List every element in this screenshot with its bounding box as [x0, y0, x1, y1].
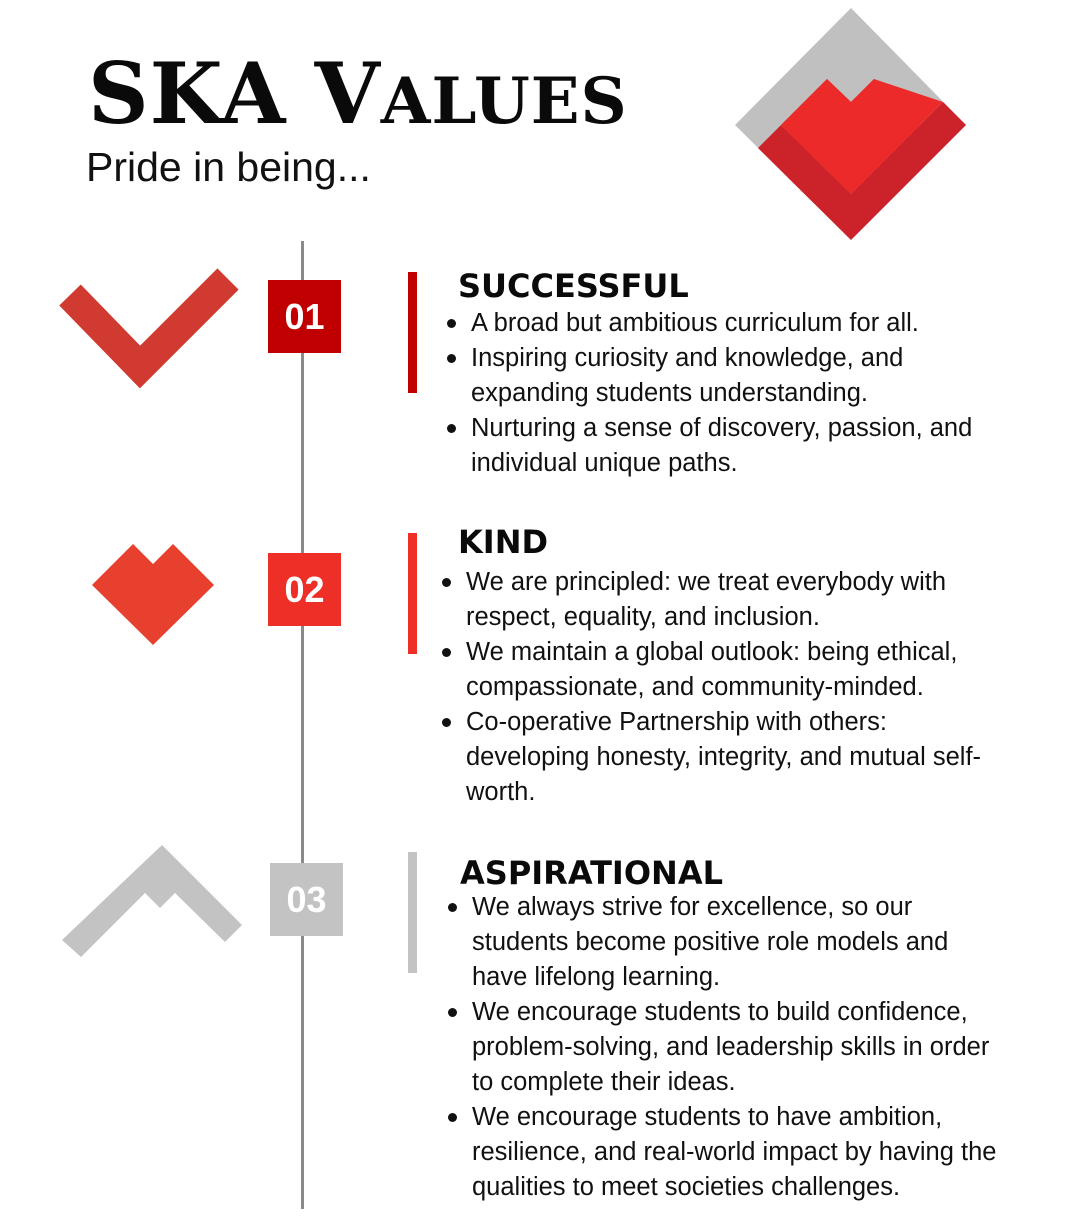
accent-bar: [408, 272, 417, 393]
list-item: We maintain a global outlook: being ethical, compassionate, and community-minded.: [466, 635, 1011, 705]
list-item: Nurturing a sense of discovery, passion, and individual unique paths.: [471, 411, 1016, 481]
title-word-ska: SKA: [88, 44, 287, 143]
page-title: [88, 44, 628, 143]
title-rest-alues: ALUES: [380, 64, 628, 139]
list-item: Inspiring curiosity and knowledge, and expanding students understanding.: [471, 341, 951, 411]
list-item: Co-operative Partnership with others: developing honesty, integrity, and mutual self-worth.: [466, 705, 986, 810]
section-number-badge: 02: [268, 553, 341, 626]
list-item: We encourage students to have ambition, resilience, and real-world impact by having the qualities to meet societies challenges.: [472, 1100, 1002, 1205]
section-title-successful: SUCCESSFUL: [458, 267, 689, 305]
bullet-list: [472, 890, 1017, 1205]
bullet-list: [471, 306, 1031, 481]
list-item: A broad but ambitious curriculum for all.: [471, 306, 1031, 341]
mountain-peak-icon: [50, 835, 250, 975]
accent-bar: [408, 852, 417, 973]
page-subtitle: Pride in being...: [86, 144, 371, 190]
ska-logo-icon: [730, 4, 970, 244]
bullet-list: [466, 565, 1011, 810]
section-number-badge: 03: [270, 863, 343, 936]
list-item: We always strive for excellence, so our students become positive role models and have lifelong learning.: [472, 890, 997, 995]
section-title-aspirational: ASPIRATIONAL: [460, 854, 723, 892]
checkmark-icon: [50, 255, 250, 395]
section-number-badge: 01: [268, 280, 341, 353]
timeline-line: [301, 241, 304, 1209]
section-title-kind: KIND: [458, 523, 549, 561]
list-item: We encourage students to build confidence, problem-solving, and leadership skills in order to complete their ideas.: [472, 995, 1017, 1100]
heart-icon: [80, 535, 280, 675]
list-item: We are principled: we treat everybody with respect, equality, and inclusion.: [466, 565, 1011, 635]
accent-bar: [408, 533, 417, 654]
title-initial-v: V: [314, 44, 381, 143]
